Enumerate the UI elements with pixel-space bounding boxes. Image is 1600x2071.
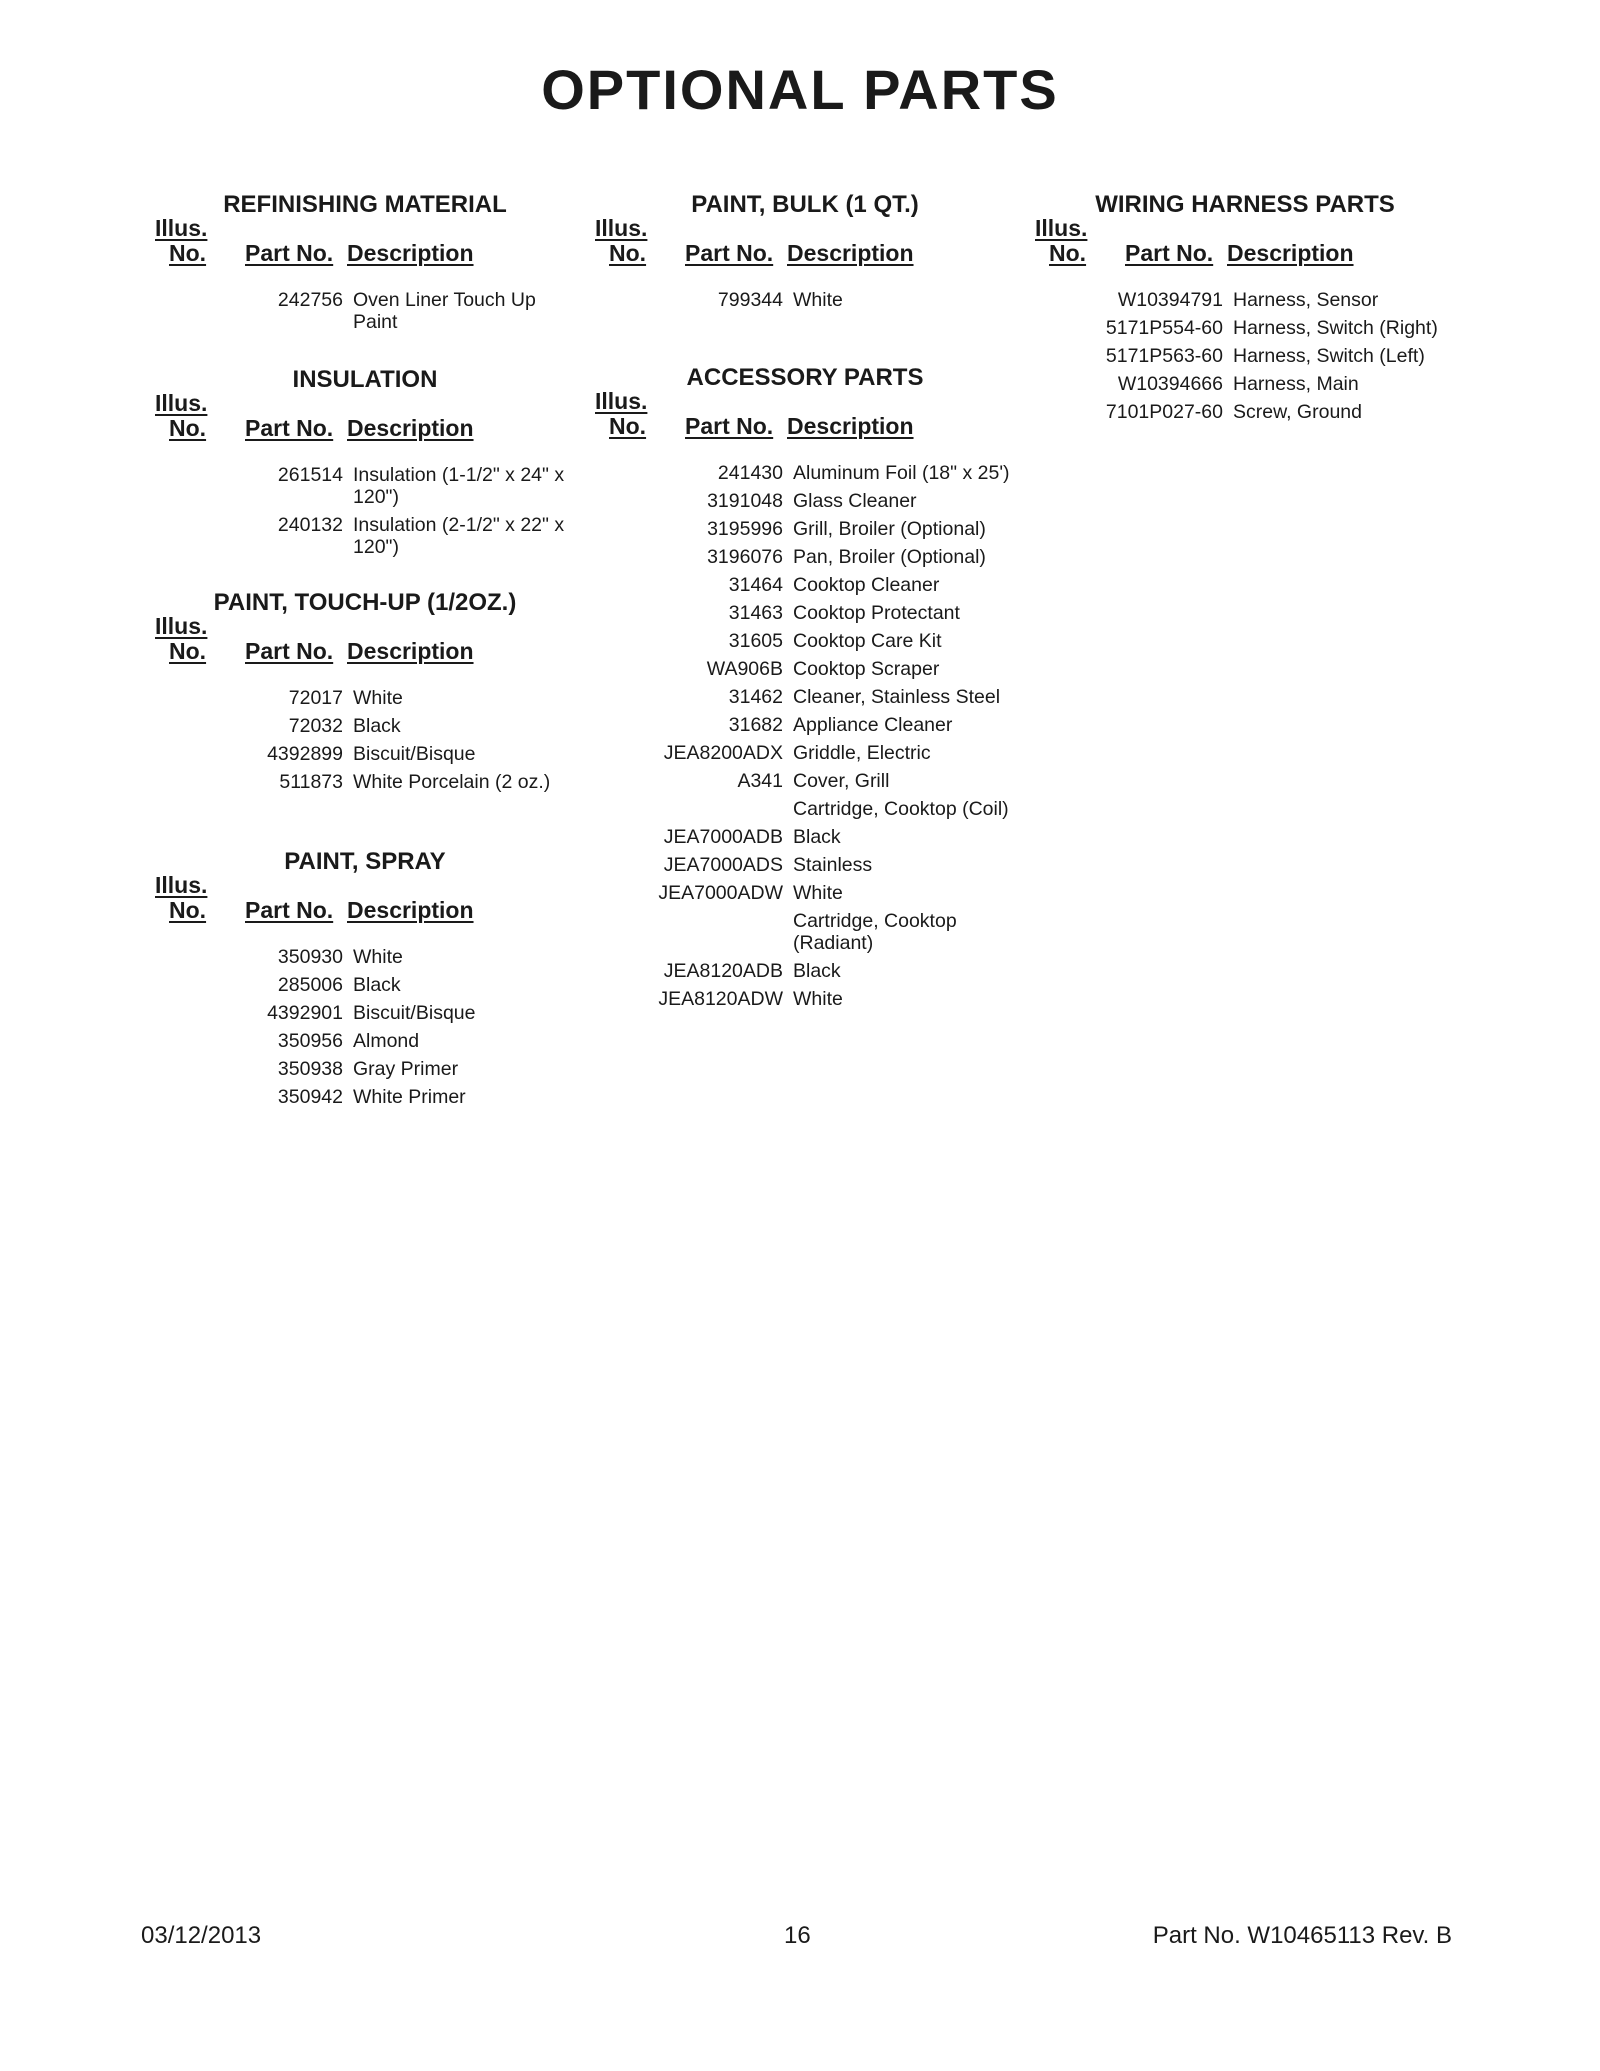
part-number: 241430 (717, 462, 783, 484)
parts-row (155, 771, 575, 793)
part-number: 31605 (728, 630, 783, 652)
part-number: 285006 (277, 974, 343, 996)
part-description: Cover, Grill (793, 770, 890, 792)
part-number: 3196076 (707, 546, 783, 568)
parts-row (595, 988, 1015, 1010)
section-title: PAINT, TOUCH-UP (1/2OZ.) (213, 589, 517, 616)
parts-list (155, 289, 575, 339)
part-description: White (793, 289, 843, 311)
parts-row (155, 974, 575, 996)
header-description: Description (347, 638, 474, 664)
header-part-no: Part No. (685, 240, 774, 266)
part-number: 3191048 (707, 490, 783, 512)
part-description: Harness, Main (1233, 373, 1359, 395)
part-number: 72017 (288, 687, 343, 709)
header-description: Description (347, 897, 474, 923)
parts-row (595, 462, 1015, 484)
part-description: Cleaner, Stainless Steel (793, 686, 1001, 708)
parts-row (595, 602, 1015, 624)
parts-row (155, 946, 575, 968)
parts-row (155, 1058, 575, 1080)
header-description: Description (787, 413, 914, 439)
part-description: Black (793, 960, 841, 982)
section-paint-bulk (595, 193, 1015, 343)
section-title: PAINT, BULK (1 QT.) (691, 191, 919, 218)
part-number: 350930 (277, 946, 343, 968)
parts-row (595, 714, 1015, 736)
part-description: Black (793, 826, 841, 848)
part-number: JEA7000ADB (663, 826, 783, 848)
page-title: OPTIONAL PARTS (541, 58, 1059, 121)
part-number: W10394791 (1117, 289, 1223, 311)
part-description: Grill, Broiler (Optional) (793, 518, 986, 540)
parts-row (1035, 289, 1455, 311)
part-number: 5171P554-60 (1105, 317, 1223, 339)
section-paint-touch-up (155, 591, 575, 821)
header-part-no: Part No. (245, 240, 334, 266)
part-number: A341 (737, 770, 783, 792)
part-description: Appliance Cleaner (793, 714, 953, 736)
part-number: JEA8200ADX (663, 742, 783, 764)
section-title: WIRING HARNESS PARTS (1095, 191, 1395, 218)
parts-row (1035, 401, 1455, 423)
part-number: 4392899 (267, 743, 343, 765)
part-number: 242756 (277, 289, 343, 311)
footer-page-number: 16 (784, 1922, 811, 1949)
header-illus: Illus. (155, 215, 208, 241)
part-description: Cooktop Cleaner (793, 574, 940, 596)
parts-row (595, 770, 1015, 792)
section-title: ACCESSORY PARTS (686, 364, 924, 391)
part-number: 31462 (728, 686, 783, 708)
part-description: Insulation (1-1/2" x 24" x 120") (353, 464, 565, 508)
part-description: Black (353, 974, 401, 996)
header-description: Description (787, 240, 914, 266)
footer-part-number: Part No. W10465113 Rev. B (1152, 1922, 1452, 1949)
section-title: REFINISHING MATERIAL (223, 191, 507, 218)
parts-row (595, 546, 1015, 568)
section-paint-spray (155, 850, 575, 1130)
part-number: 799344 (717, 289, 783, 311)
part-number: 240132 (277, 514, 343, 536)
header-part-no: Part No. (245, 897, 334, 923)
header-illus: Illus. (155, 872, 208, 898)
parts-row (595, 574, 1015, 596)
parts-row (595, 518, 1015, 540)
header-illus: Illus. (595, 388, 648, 414)
parts-row (155, 514, 575, 558)
part-number: 31463 (728, 602, 783, 624)
section-insulation (155, 368, 575, 578)
header-illus: Illus. (155, 390, 208, 416)
part-description: Harness, Switch (Right) (1233, 317, 1438, 339)
parts-row (595, 960, 1015, 982)
header-no: No. (609, 413, 647, 439)
parts-row (155, 289, 575, 333)
parts-row (1035, 345, 1455, 367)
part-description: White (793, 988, 843, 1010)
parts-row (595, 854, 1015, 876)
part-number: 350956 (277, 1030, 343, 1052)
header-no: No. (169, 638, 207, 664)
header-no: No. (1049, 240, 1087, 266)
parts-row (155, 464, 575, 508)
part-number: 4392901 (267, 1002, 343, 1024)
parts-row (595, 686, 1015, 708)
part-description: Black (353, 715, 401, 737)
part-number: WA906B (706, 658, 783, 680)
part-description: Gray Primer (353, 1058, 459, 1080)
part-description: Aluminum Foil (18" x 25') (793, 462, 1010, 484)
header-illus: Illus. (1035, 215, 1088, 241)
parts-list (155, 946, 575, 1114)
part-description: Cartridge, Cooktop (Radiant) (793, 910, 957, 954)
part-description: Screw, Ground (1233, 401, 1362, 423)
parts-list (595, 289, 1015, 317)
header-no: No. (169, 415, 207, 441)
section-refinishing-material (155, 193, 575, 343)
parts-row (155, 743, 575, 765)
footer-date: 03/12/2013 (141, 1922, 262, 1949)
part-description: Biscuit/Bisque (353, 1002, 476, 1024)
part-description: Harness, Switch (Left) (1233, 345, 1425, 367)
parts-row (595, 289, 1015, 311)
part-description: Almond (353, 1030, 420, 1052)
parts-row (595, 490, 1015, 512)
part-number: 5171P563-60 (1105, 345, 1223, 367)
parts-row (595, 630, 1015, 652)
parts-list (595, 462, 1015, 1016)
part-number: 350938 (277, 1058, 343, 1080)
parts-row (595, 798, 1015, 820)
part-number: JEA8120ADB (663, 960, 783, 982)
parts-row (155, 1030, 575, 1052)
part-description: Glass Cleaner (793, 490, 917, 512)
part-number: JEA7000ADW (658, 882, 783, 904)
header-part-no: Part No. (685, 413, 774, 439)
part-number: 31464 (728, 574, 783, 596)
part-number: W10394666 (1117, 373, 1223, 395)
header-part-no: Part No. (1125, 240, 1214, 266)
section-wiring-harness-parts (1035, 193, 1455, 453)
header-no: No. (169, 897, 207, 923)
part-description: Oven Liner Touch Up Paint (353, 289, 536, 333)
part-description: Cooktop Protectant (793, 602, 960, 624)
part-description: Pan, Broiler (Optional) (793, 546, 986, 568)
parts-list (155, 687, 575, 799)
parts-row (155, 1086, 575, 1108)
part-number: 511873 (279, 771, 343, 793)
part-description: Griddle, Electric (793, 742, 931, 764)
parts-row (595, 742, 1015, 764)
part-description: Insulation (2-1/2" x 22" x 120") (353, 514, 565, 558)
part-number: JEA7000ADS (663, 854, 783, 876)
part-description: Stainless (793, 854, 873, 876)
section-accessory-parts (595, 366, 1015, 1126)
parts-list (155, 464, 575, 564)
part-number: 72032 (288, 715, 343, 737)
parts-row (1035, 373, 1455, 395)
header-part-no: Part No. (245, 638, 334, 664)
part-description: Harness, Sensor (1233, 289, 1379, 311)
part-description: White (353, 946, 403, 968)
part-description: White (353, 687, 403, 709)
part-description: Cooktop Care Kit (793, 630, 942, 652)
part-number: 3195996 (707, 518, 783, 540)
header-no: No. (169, 240, 207, 266)
part-number: 350942 (277, 1086, 343, 1108)
part-description: Cooktop Scraper (793, 658, 940, 680)
header-illus: Illus. (595, 215, 648, 241)
parts-row (595, 882, 1015, 904)
part-description: White (793, 882, 843, 904)
parts-row (595, 910, 1015, 954)
parts-row (155, 1002, 575, 1024)
part-description: Cartridge, Cooktop (Coil) (793, 798, 1009, 820)
part-description: White Primer (353, 1086, 466, 1108)
header-illus: Illus. (155, 613, 208, 639)
part-description: Biscuit/Bisque (353, 743, 476, 765)
part-number: 31682 (728, 714, 783, 736)
header-description: Description (347, 415, 474, 441)
section-title: INSULATION (292, 366, 438, 393)
part-number: JEA8120ADW (658, 988, 783, 1010)
part-number: 261514 (277, 464, 343, 486)
parts-row (595, 658, 1015, 680)
header-part-no: Part No. (245, 415, 334, 441)
part-number: 7101P027-60 (1105, 401, 1223, 423)
header-description: Description (347, 240, 474, 266)
header-no: No. (609, 240, 647, 266)
parts-row (595, 826, 1015, 848)
parts-row (155, 715, 575, 737)
parts-row (155, 687, 575, 709)
header-description: Description (1227, 240, 1354, 266)
parts-list (1035, 289, 1455, 429)
parts-row (1035, 317, 1455, 339)
section-title: PAINT, SPRAY (284, 848, 446, 875)
part-description: White Porcelain (2 oz.) (353, 771, 551, 793)
